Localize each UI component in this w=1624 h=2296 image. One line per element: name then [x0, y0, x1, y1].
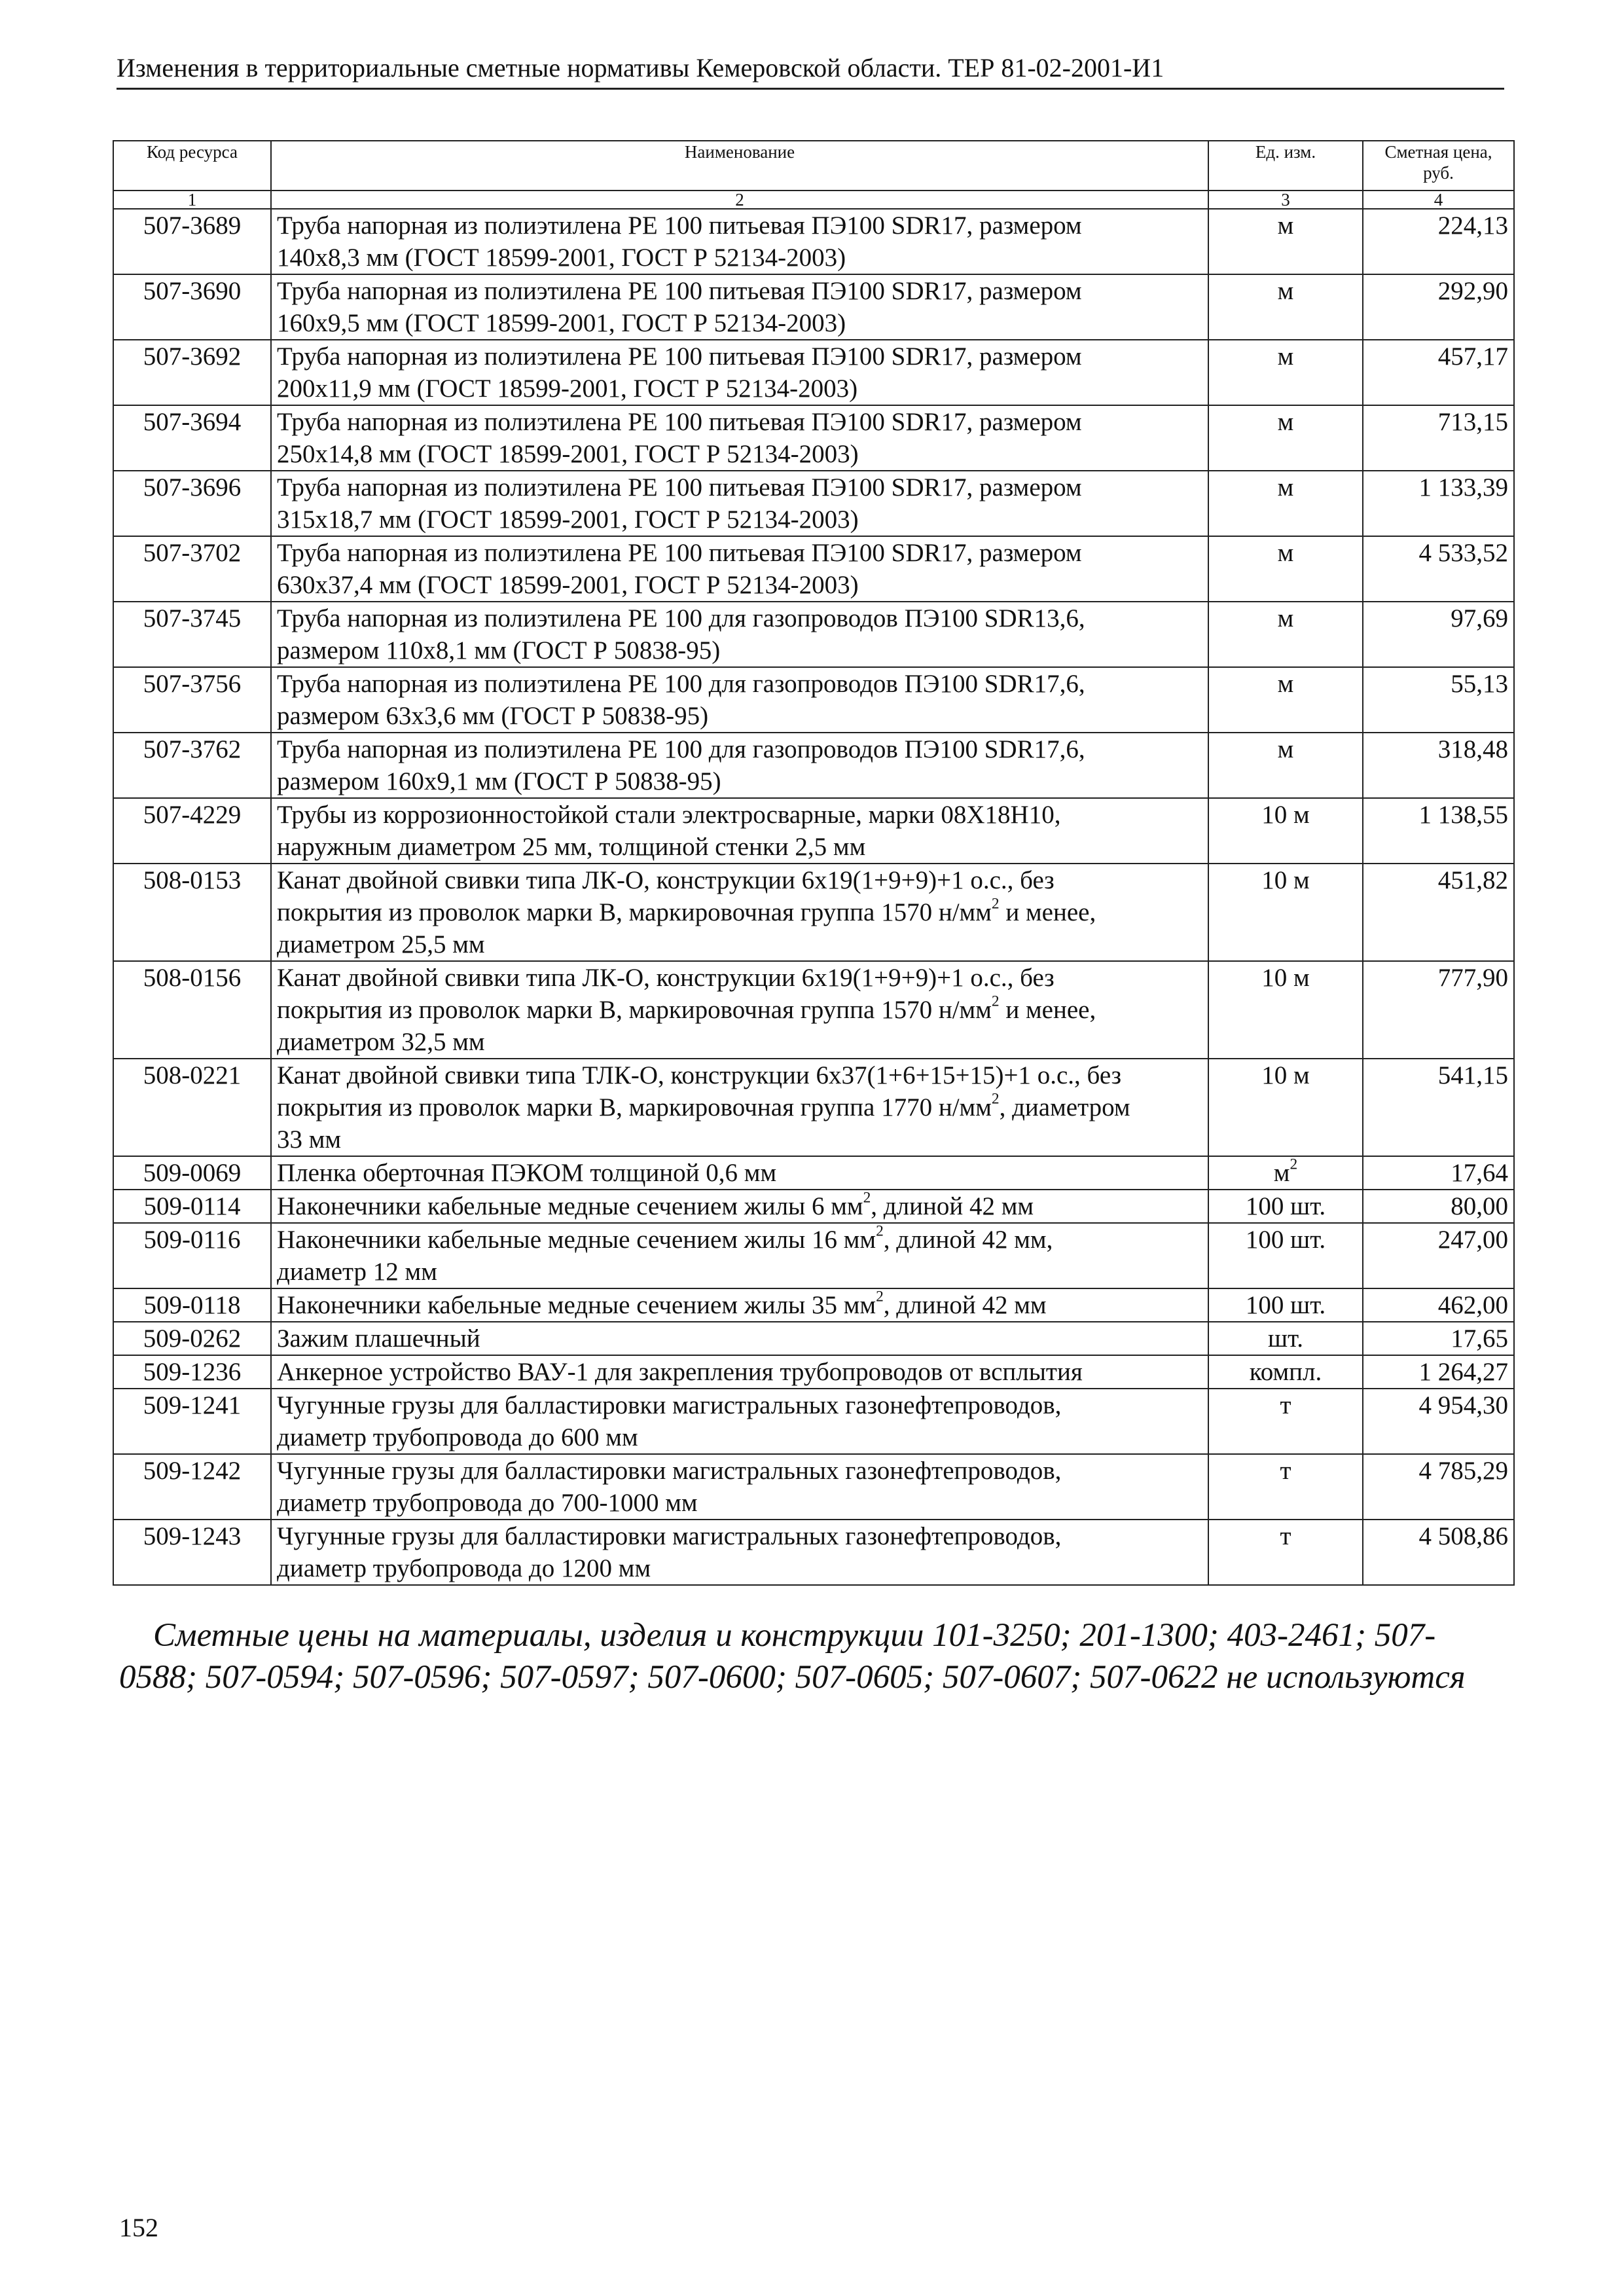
table-row — [113, 274, 1514, 340]
table-row — [113, 1059, 1514, 1156]
unit: 10 м — [1208, 798, 1363, 864]
resource-name-line: Труба напорная из полиэтилена PE 100 питьевая ПЭ100 SDR17, размером — [277, 211, 1082, 240]
price: 1 264,27 — [1363, 1355, 1514, 1389]
resource-code: 507-3694 — [113, 405, 271, 471]
resource-name — [271, 340, 1208, 405]
column-number: 1 — [113, 191, 271, 209]
table-row — [113, 961, 1514, 1059]
resource-name — [271, 1454, 1208, 1520]
resource-name-line: размером 63х3,6 мм (ГОСТ Р 50838-95) — [277, 702, 709, 730]
price: 97,69 — [1363, 602, 1514, 667]
table-row — [113, 405, 1514, 471]
column-number: 3 — [1208, 191, 1363, 209]
resource-code: 509-1242 — [113, 1454, 271, 1520]
unit: компл. — [1208, 1355, 1363, 1389]
resource-name — [271, 733, 1208, 798]
unit: т — [1208, 1454, 1363, 1520]
resource-name-line: Труба напорная из полиэтилена PE 100 для газопроводов ПЭ100 SDR17,6, — [277, 735, 1085, 763]
resource-name-line: Чугунные грузы для балластировки магистральных газонефтепроводов, — [277, 1391, 1062, 1419]
price: 17,64 — [1363, 1156, 1514, 1190]
resource-name-line: 33 мм — [277, 1125, 342, 1154]
column-header-price: Сметная цена, руб. — [1363, 141, 1514, 191]
resource-name-line: диаметр трубопровода до 600 мм — [277, 1423, 638, 1451]
resource-code: 507-3696 — [113, 471, 271, 536]
resource-name-line: покрытия из проволок марки В, маркировочная группа 1570 $н/мм^2$ и менее, — [277, 895, 1096, 926]
unit: 10 м — [1208, 864, 1363, 961]
resource-code: 509-0114 — [113, 1190, 271, 1223]
unit: 100 шт. — [1208, 1223, 1363, 1288]
resource-name-line: диаметр 12 мм — [277, 1258, 437, 1286]
unit: м — [1208, 667, 1363, 733]
table-row — [113, 471, 1514, 536]
price: 4 533,52 — [1363, 536, 1514, 602]
resource-name-line: наружным диаметром 25 мм, толщиной стенки 2,5 мм — [277, 833, 866, 861]
price: 541,15 — [1363, 1059, 1514, 1156]
resource-name — [271, 1355, 1208, 1389]
price: 247,00 — [1363, 1223, 1514, 1288]
resource-name — [271, 536, 1208, 602]
unit: т — [1208, 1520, 1363, 1585]
unit: $м^2$ — [1208, 1156, 1363, 1190]
resource-code: 507-3689 — [113, 209, 271, 274]
table-row — [113, 667, 1514, 733]
price: 4 785,29 — [1363, 1454, 1514, 1520]
resource-name-line: Анкерное устройство ВАУ-1 для закрепления трубопроводов от всплытия — [277, 1358, 1083, 1386]
footnote: Сметные цены на материалы, изделия и конструкции 101-3250; 201-1300; 403-2461; 507-0588; 507-0594; 507-0596; 507-0597; 507-0600; 507-0605; 507-0607; 507-0622 не используются — [119, 1617, 1466, 1696]
resource-name-line: 315х18,7 мм (ГОСТ 18599-2001, ГОСТ Р 52134-2003) — [277, 505, 859, 534]
resource-name-line: Труба напорная из полиэтилена PE 100 питьевая ПЭ100 SDR17, размером — [277, 408, 1082, 436]
resource-name-line: Канат двойной свивки типа ТЛК-О, конструкции 6х37(1+6+15+15)+1 о.с., без — [277, 1061, 1122, 1089]
table-row — [113, 798, 1514, 864]
resource-name — [271, 1520, 1208, 1585]
unit: 10 м — [1208, 961, 1363, 1059]
table-row — [113, 1322, 1514, 1355]
resource-name-line: Труба напорная из полиэтилена PE 100 для газопроводов ПЭ100 SDR17,6, — [277, 670, 1085, 698]
resource-name-line: Труба напорная из полиэтилена PE 100 питьевая ПЭ100 SDR17, размером — [277, 277, 1082, 305]
table-row — [113, 733, 1514, 798]
column-header-name: Наименование — [271, 141, 1208, 191]
price: 224,13 — [1363, 209, 1514, 274]
resource-code: 509-1236 — [113, 1355, 271, 1389]
table-row — [113, 1190, 1514, 1223]
resource-name-line: 160х9,5 мм (ГОСТ 18599-2001, ГОСТ Р 52134-2003) — [277, 309, 846, 337]
table-row — [113, 209, 1514, 274]
unit: 100 шт. — [1208, 1190, 1363, 1223]
resource-name — [271, 667, 1208, 733]
price: 713,15 — [1363, 405, 1514, 471]
resource-name-line: Трубы из коррозионностойкой стали электросварные, марки 08Х18Н10, — [277, 801, 1061, 829]
resource-name-line: Наконечники кабельные медные сечением жилы 16 $мм^2$, длиной 42 мм, — [277, 1222, 1053, 1254]
resource-code: 508-0153 — [113, 864, 271, 961]
unit: м — [1208, 340, 1363, 405]
unit: 100 шт. — [1208, 1288, 1363, 1322]
resource-code: 507-3702 — [113, 536, 271, 602]
unit: м — [1208, 536, 1363, 602]
price: 4 954,30 — [1363, 1389, 1514, 1454]
resource-name — [271, 961, 1208, 1059]
table-header-row — [113, 141, 1514, 191]
resource-name-line: Труба напорная из полиэтилена PE 100 питьевая ПЭ100 SDR17, размером — [277, 539, 1082, 567]
resource-code: 508-0156 — [113, 961, 271, 1059]
unit: м — [1208, 405, 1363, 471]
column-header-unit: Ед. изм. — [1208, 141, 1363, 191]
resource-name — [271, 798, 1208, 864]
price: 17,65 — [1363, 1322, 1514, 1355]
resource-name — [271, 1190, 1208, 1223]
unit: м — [1208, 602, 1363, 667]
table-body — [113, 209, 1514, 1585]
table-row — [113, 864, 1514, 961]
price: 4 508,86 — [1363, 1520, 1514, 1585]
table-row — [113, 1355, 1514, 1389]
resource-name-line: диаметром 25,5 мм — [277, 930, 485, 958]
unit: м — [1208, 471, 1363, 536]
resource-name-line: размером 160х9,1 мм (ГОСТ Р 50838-95) — [277, 767, 721, 795]
resource-name-line: диаметром 32,5 мм — [277, 1028, 485, 1056]
table-row — [113, 1389, 1514, 1454]
resource-name-line: Канат двойной свивки типа ЛК-О, конструкции 6х19(1+9+9)+1 о.с., без — [277, 866, 1055, 894]
resource-name-line: покрытия из проволок марки В, маркировочная группа 1570 $н/мм^2$ и менее, — [277, 993, 1096, 1024]
resource-name-line: Наконечники кабельные медные сечением жилы 35 $мм^2$, длиной 42 мм — [277, 1288, 1047, 1319]
resource-name-line: Наконечники кабельные медные сечением жилы 6 $мм^2$, длиной 42 мм — [277, 1189, 1034, 1220]
resource-code: 509-0116 — [113, 1223, 271, 1288]
price: 777,90 — [1363, 961, 1514, 1059]
resource-name-line: Чугунные грузы для балластировки магистральных газонефтепроводов, — [277, 1457, 1062, 1485]
unit: м — [1208, 733, 1363, 798]
table-row — [113, 1223, 1514, 1288]
resource-name — [271, 405, 1208, 471]
unit: т — [1208, 1389, 1363, 1454]
unit: м — [1208, 274, 1363, 340]
resource-code: 507-3745 — [113, 602, 271, 667]
resource-name-line: 250х14,8 мм (ГОСТ 18599-2001, ГОСТ Р 52134-2003) — [277, 440, 859, 468]
table-row — [113, 602, 1514, 667]
resource-name — [271, 1389, 1208, 1454]
price: 1 138,55 — [1363, 798, 1514, 864]
resource-name-line: 630х37,4 мм (ГОСТ 18599-2001, ГОСТ Р 52134-2003) — [277, 571, 859, 599]
unit: м — [1208, 209, 1363, 274]
resource-name — [271, 1156, 1208, 1190]
resource-name-line: Пленка оберточная ПЭКОМ толщиной 0,6 мм — [277, 1159, 777, 1187]
resource-name — [271, 1223, 1208, 1288]
table-row — [113, 1520, 1514, 1585]
resource-name-line: диаметр трубопровода до 1200 мм — [277, 1554, 651, 1582]
resource-code: 509-1241 — [113, 1389, 271, 1454]
column-number-row — [113, 191, 1514, 209]
resource-name-line: Зажим плашечный — [277, 1324, 480, 1353]
resource-name — [271, 1288, 1208, 1322]
table-row — [113, 1156, 1514, 1190]
resource-name-line: 140х8,3 мм (ГОСТ 18599-2001, ГОСТ Р 52134-2003) — [277, 244, 846, 272]
table-row — [113, 1288, 1514, 1322]
column-number: 2 — [271, 191, 1208, 209]
price: 80,00 — [1363, 1190, 1514, 1223]
resource-code: 509-0118 — [113, 1288, 271, 1322]
resource-name-line: Канат двойной свивки типа ЛК-О, конструкции 6х19(1+9+9)+1 о.с., без — [277, 964, 1055, 992]
resource-name-line: размером 110х8,1 мм (ГОСТ Р 50838-95) — [277, 636, 721, 665]
resource-name-line: Труба напорная из полиэтилена PE 100 питьевая ПЭ100 SDR17, размером — [277, 342, 1082, 371]
resource-name — [271, 602, 1208, 667]
resource-code: 509-0262 — [113, 1322, 271, 1355]
resource-code: 507-3690 — [113, 274, 271, 340]
page-number: 152 — [119, 2213, 158, 2242]
column-header-code: Код ресурса — [113, 141, 271, 191]
resource-code: 507-4229 — [113, 798, 271, 864]
resource-code: 509-1243 — [113, 1520, 271, 1585]
price: 318,48 — [1363, 733, 1514, 798]
resource-code: 508-0221 — [113, 1059, 271, 1156]
resource-code: 507-3756 — [113, 667, 271, 733]
page-header: Изменения в территориальные сметные нормативы Кемеровской области. ТЕР 81-02-2001-И1 — [117, 50, 1504, 90]
column-number: 4 — [1363, 191, 1514, 209]
price: 451,82 — [1363, 864, 1514, 961]
resource-price-table — [113, 140, 1515, 1586]
table-row — [113, 340, 1514, 405]
table-row — [113, 1454, 1514, 1520]
price: 1 133,39 — [1363, 471, 1514, 536]
resource-name — [271, 1322, 1208, 1355]
unit: шт. — [1208, 1322, 1363, 1355]
resource-name — [271, 864, 1208, 961]
price: 55,13 — [1363, 667, 1514, 733]
price: 462,00 — [1363, 1288, 1514, 1322]
resource-name — [271, 1059, 1208, 1156]
resource-name-line: Труба напорная из полиэтилена PE 100 для газопроводов ПЭ100 SDR13,6, — [277, 604, 1085, 632]
resource-name — [271, 274, 1208, 340]
resource-name-line: диаметр трубопровода до 700-1000 мм — [277, 1489, 698, 1517]
resource-name-line: Чугунные грузы для балластировки магистральных газонефтепроводов, — [277, 1522, 1062, 1550]
price: 457,17 — [1363, 340, 1514, 405]
table-row — [113, 536, 1514, 602]
unit: 10 м — [1208, 1059, 1363, 1156]
resource-name — [271, 209, 1208, 274]
resource-name — [271, 471, 1208, 536]
resource-code: 507-3692 — [113, 340, 271, 405]
resource-name-line: 200х11,9 мм (ГОСТ 18599-2001, ГОСТ Р 52134-2003) — [277, 374, 858, 403]
resource-code: 509-0069 — [113, 1156, 271, 1190]
resource-name-line: Труба напорная из полиэтилена PE 100 питьевая ПЭ100 SDR17, размером — [277, 473, 1082, 501]
resource-name-line: покрытия из проволок марки В, маркировочная группа 1770 $н/мм^2$, диаметром — [277, 1090, 1130, 1121]
price: 292,90 — [1363, 274, 1514, 340]
resource-code: 507-3762 — [113, 733, 271, 798]
